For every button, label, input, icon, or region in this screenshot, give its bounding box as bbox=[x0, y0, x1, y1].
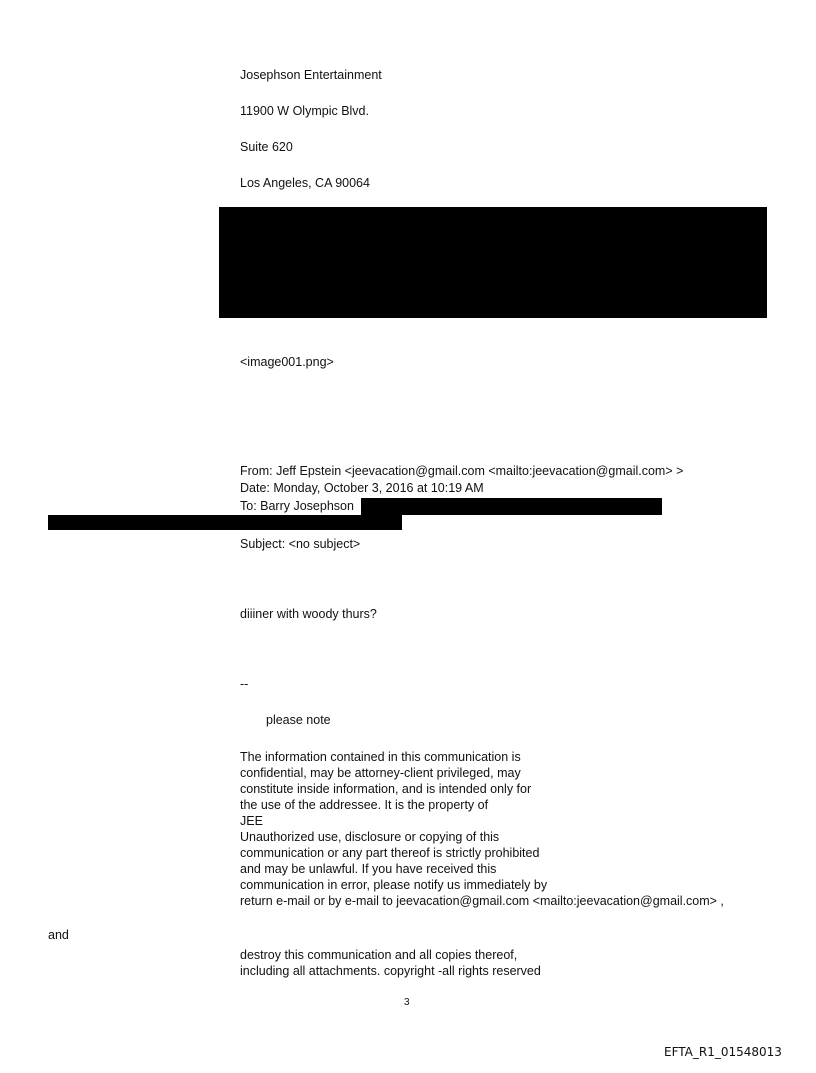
email-body-text: diiiner with woody thurs? bbox=[240, 607, 377, 621]
email-from: From: Jeff Epstein <jeevacation@gmail.com <mailto:jeevacation@gmail.com> > bbox=[240, 464, 684, 478]
email-date: Date: Monday, October 3, 2016 at 10:19 AM bbox=[240, 481, 484, 495]
disclaimer-closing-line: including all attachments. copyright -all rights reserved bbox=[240, 964, 541, 978]
attachment-placeholder: <image001.png> bbox=[240, 355, 334, 369]
signature-separator: -- bbox=[240, 677, 249, 691]
disclaimer-line: communication in error, please notify us immediately by bbox=[240, 878, 548, 892]
disclaimer-line: confidential, may be attorney-client privileged, may bbox=[240, 766, 521, 780]
disclaimer-heading: please note bbox=[266, 713, 331, 727]
disclaimer-line: communication or any part thereof is strictly prohibited bbox=[240, 846, 540, 860]
city-state-zip: Los Angeles, CA 90064 bbox=[240, 176, 370, 190]
disclaimer-line: The information contained in this communication is bbox=[240, 750, 521, 764]
bates-number: EFTA_R1_01548013 bbox=[664, 1045, 782, 1059]
street-address: 11900 W Olympic Blvd. bbox=[240, 104, 369, 118]
disclaimer-line: return e-mail or by e-mail to jeevacation@gmail.com <mailto:jeevacation@gmail.com> , bbox=[240, 894, 724, 908]
disclaimer-line: the use of the addressee. It is the property of bbox=[240, 798, 489, 812]
disclaimer-closing-line: destroy this communication and all copies thereof, bbox=[240, 948, 518, 962]
page-number: 3 bbox=[404, 997, 410, 1008]
disclaimer-line: and may be unlawful. If you have received this bbox=[240, 862, 497, 876]
redaction-to-recipient-continued bbox=[48, 515, 402, 530]
email-to: To: Barry Josephson bbox=[240, 499, 354, 513]
redaction-to-recipient bbox=[361, 498, 662, 515]
disclaimer-overflow-word: and bbox=[48, 928, 69, 942]
company-name: Josephson Entertainment bbox=[240, 68, 382, 82]
disclaimer-line: JEE bbox=[240, 814, 263, 828]
redaction-block-large bbox=[219, 207, 767, 318]
suite-number: Suite 620 bbox=[240, 140, 293, 154]
disclaimer-line: Unauthorized use, disclosure or copying of this bbox=[240, 830, 500, 844]
disclaimer-line: constitute inside information, and is intended only for bbox=[240, 782, 532, 796]
email-subject: Subject: <no subject> bbox=[240, 537, 361, 551]
